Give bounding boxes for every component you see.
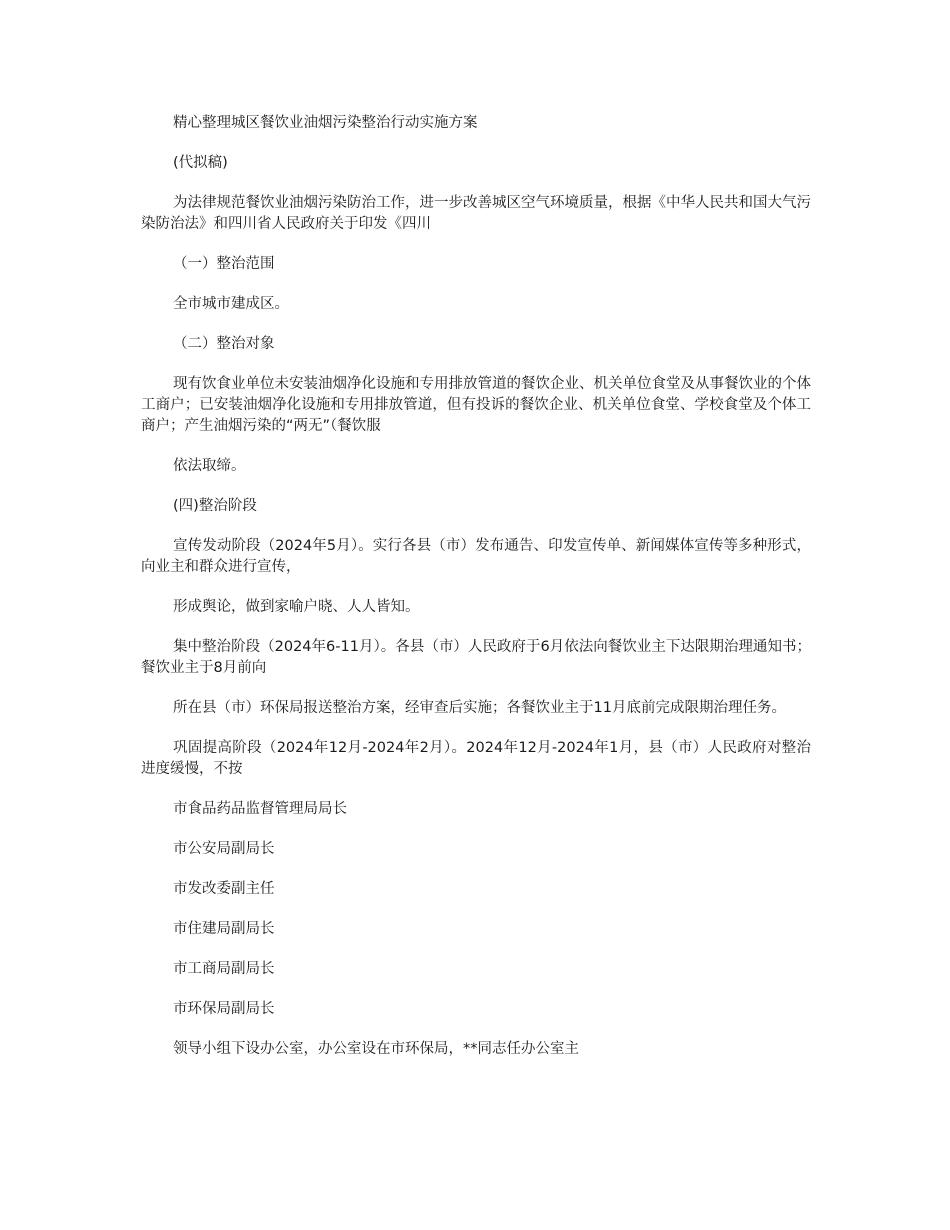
- stage-consolidation-paragraph: 巩固提高阶段（2024年12月-2024年2月）。2024年12月-2024年1月，县（市）人民政府对整治进度缓慢，不按: [141, 740, 811, 777]
- member-line: 市发改委副主任: [173, 881, 275, 897]
- plan-submission-paragraph: 所在县（市）环保局报送整治方案，经审查后实施；各餐饮业主于11月底前完成限期治理任务。: [173, 700, 786, 716]
- section-heading-stages: (四)整治阶段: [173, 498, 257, 514]
- section-heading-targets: （二）整治对象: [173, 336, 275, 352]
- targets-paragraph: 现有饮食业单位未安装油烟净化设施和专用排放管道的餐饮企业、机关单位食堂及从事餐饮业的个体工商户；已安装油烟净化设施和专用排放管道，但有投诉的餐饮企业、机关单位食堂、学校食堂及个体工商户；产生油烟污染的“两无”（餐饮服: [141, 376, 811, 434]
- ban-paragraph: 依法取缔。: [173, 458, 246, 474]
- member-line: 市住建局副局长: [173, 921, 275, 937]
- member-line: 市环保局副局长: [173, 1001, 275, 1017]
- member-line: 市食品药品监督管理局局长: [173, 801, 347, 817]
- publicity-result-paragraph: 形成舆论，做到家喻户晓、人人皆知。: [173, 599, 420, 615]
- draft-note: (代拟稿): [173, 155, 228, 171]
- section-heading-scope: （一）整治范围: [173, 256, 275, 272]
- intro-paragraph: 为法律规范餐饮业油烟污染防治工作，进一步改善城区空气环境质量，根据《中华人民共和国大气污染防治法》和四川省人民政府关于印发《四川: [141, 195, 811, 232]
- member-line: 市工商局副局长: [173, 961, 275, 977]
- document-title: 精心整理城区餐饮业油烟污染整治行动实施方案: [173, 115, 478, 131]
- office-paragraph: 领导小组下设办公室，办公室设在市环保局，**同志任办公室主: [173, 1041, 579, 1057]
- scope-paragraph: 全市城市建成区。: [173, 296, 289, 312]
- stage-focused-paragraph: 集中整治阶段（2024年6-11月）。各县（市）人民政府于6月依法向餐饮业主下达限期治理通知书；餐饮业主于8月前向: [141, 639, 811, 676]
- document-body: [141, 113, 811, 1060]
- stage-publicity-paragraph: 宣传发动阶段（2024年5月）。实行各县（市）发布通告、印发宣传单、新闻媒体宣传等多种形式，向业主和群众进行宣传，: [141, 538, 811, 575]
- member-line: 市公安局副局长: [173, 841, 275, 857]
